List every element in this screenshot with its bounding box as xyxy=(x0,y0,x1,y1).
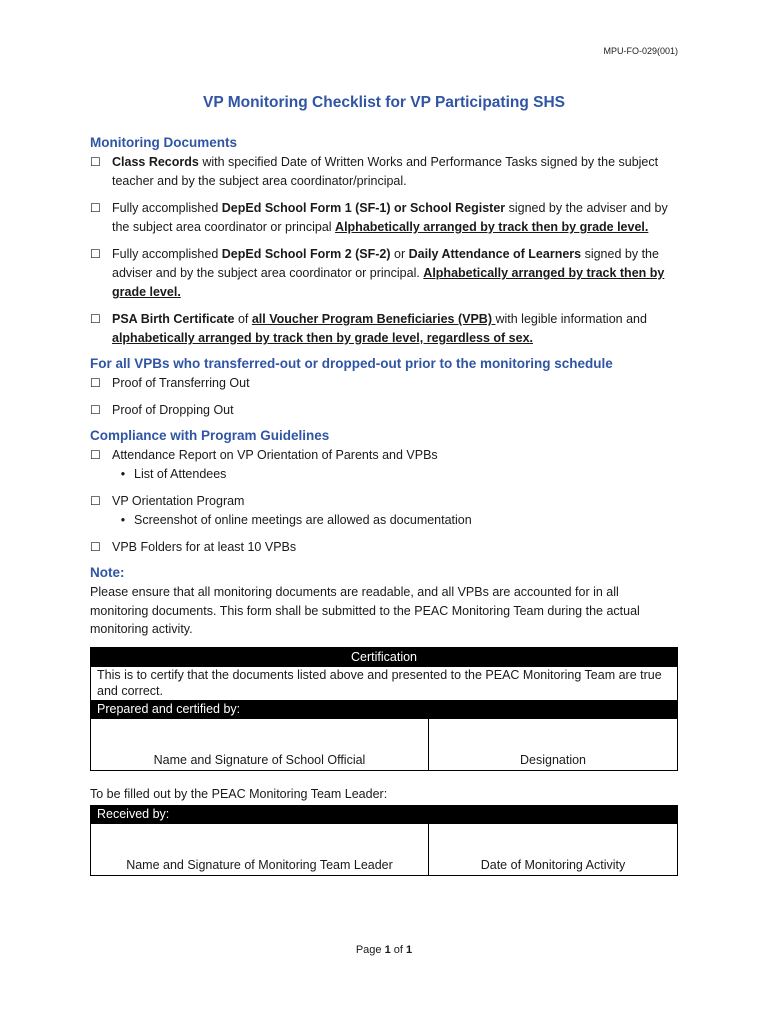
checklist-item-text: Fully accomplished DepEd School Form 1 (SF-1) or School Register signed by the adviser and by the subject area coordinator or principal Alphabetically arranged by track then by grade level. xyxy=(112,201,668,234)
sub-item-list-of-attendees xyxy=(112,465,678,484)
bullet-icon: • xyxy=(120,513,126,527)
section-heading-transferred-dropped: For all VPBs who transferred-out or dropped-out prior to the monitoring schedule xyxy=(90,356,613,371)
document-title: VP Monitoring Checklist for VP Participating SHS xyxy=(202,94,566,111)
certification-statement: This is to certify that the documents listed above and presented to the PEAC Monitoring Team are true and correct. xyxy=(91,666,678,700)
section-heading-compliance: Compliance with Program Guidelines xyxy=(90,428,330,443)
checkbox-icon[interactable]: ☐ xyxy=(90,376,101,390)
certification-table xyxy=(90,647,678,771)
checklist-item-text: Fully accomplished DepEd School Form 2 (SF-2) or Daily Attendance of Learners signed by the adviser and by the subject area coordinator or principal. Alphabetically arranged by track then by grade level. xyxy=(112,247,665,299)
monitoring-date-label: Date of Monitoring Activity xyxy=(480,857,626,872)
checklist-item-class-records xyxy=(90,153,678,191)
prepared-by-label: Prepared and certified by: xyxy=(91,700,678,718)
checkbox-icon[interactable]: ☐ xyxy=(90,403,101,417)
section-heading-monitoring-documents: Monitoring Documents xyxy=(90,135,237,150)
school-official-signature-field[interactable] xyxy=(91,718,429,770)
checklist-item-proof-transferring xyxy=(90,374,678,393)
monitoring-date-field[interactable] xyxy=(429,823,678,875)
team-leader-signature-field[interactable] xyxy=(91,823,429,875)
sub-item-screenshot-online xyxy=(112,511,678,530)
received-by-label: Received by: xyxy=(91,805,678,823)
sub-item-text: Screenshot of online meetings are allowed as documentation xyxy=(134,513,472,527)
checklist-item-text: Proof of Dropping Out xyxy=(112,403,234,417)
section-heading-note: Note: xyxy=(90,565,125,580)
checklist-item-vpb-folders xyxy=(90,538,678,557)
checklist-item-text: Proof of Transferring Out xyxy=(112,376,250,390)
note-text: Please ensure that all monitoring documents are readable, and all VPBs are accounted for in all monitoring documents. This form shall be submitted to the PEAC Monitoring Team during the actual monitoring activity. xyxy=(90,585,640,636)
checklist-item-proof-dropping xyxy=(90,401,678,420)
checkbox-icon[interactable]: ☐ xyxy=(90,540,101,554)
checklist-item-sf2 xyxy=(90,245,678,302)
team-leader-signature-label: Name and Signature of Monitoring Team Leader xyxy=(126,857,393,872)
checklist-item-psa-birth-certificate xyxy=(90,310,678,348)
checkbox-icon[interactable]: ☐ xyxy=(90,155,101,169)
certification-header: Certification xyxy=(91,647,678,666)
checklist-item-text: PSA Birth Certificate of all Voucher Program Beneficiaries (VPB) with legible information and alphabetically arranged by track then by grade level, regardless of sex. xyxy=(112,312,647,345)
checklist-item-attendance-report xyxy=(90,446,678,465)
checkbox-icon[interactable]: ☐ xyxy=(90,494,101,508)
page-number: Page 1 of 1 xyxy=(355,944,413,956)
checklist-item-text: VPB Folders for at least 10 VPBs xyxy=(112,540,297,554)
checklist-item-text: Class Records with specified Date of Written Works and Performance Tasks signed by the subject teacher and by the subject area coordinator/principal. xyxy=(112,155,659,188)
checkbox-icon[interactable]: ☐ xyxy=(90,201,101,215)
monitoring-team-instruction: To be filled out by the PEAC Monitoring Team Leader: xyxy=(90,786,388,801)
bullet-icon: • xyxy=(120,467,126,481)
form-code: MPU-FO-029(001) xyxy=(603,46,678,56)
designation-label: Designation xyxy=(519,752,586,767)
checkbox-icon[interactable]: ☐ xyxy=(90,448,101,462)
checkbox-icon[interactable]: ☐ xyxy=(90,312,101,326)
checklist-item-text: VP Orientation Program xyxy=(112,494,245,508)
document-body xyxy=(90,133,678,876)
checklist-item-orientation-program xyxy=(90,492,678,511)
sub-item-text: List of Attendees xyxy=(134,467,227,481)
checkbox-icon[interactable]: ☐ xyxy=(90,247,101,261)
checklist-item-sf1 xyxy=(90,199,678,237)
checklist-item-text: Attendance Report on VP Orientation of Parents and VPBs xyxy=(112,448,438,462)
school-official-signature-label: Name and Signature of School Official xyxy=(153,752,366,767)
designation-field[interactable] xyxy=(429,718,678,770)
received-by-table xyxy=(90,805,678,876)
